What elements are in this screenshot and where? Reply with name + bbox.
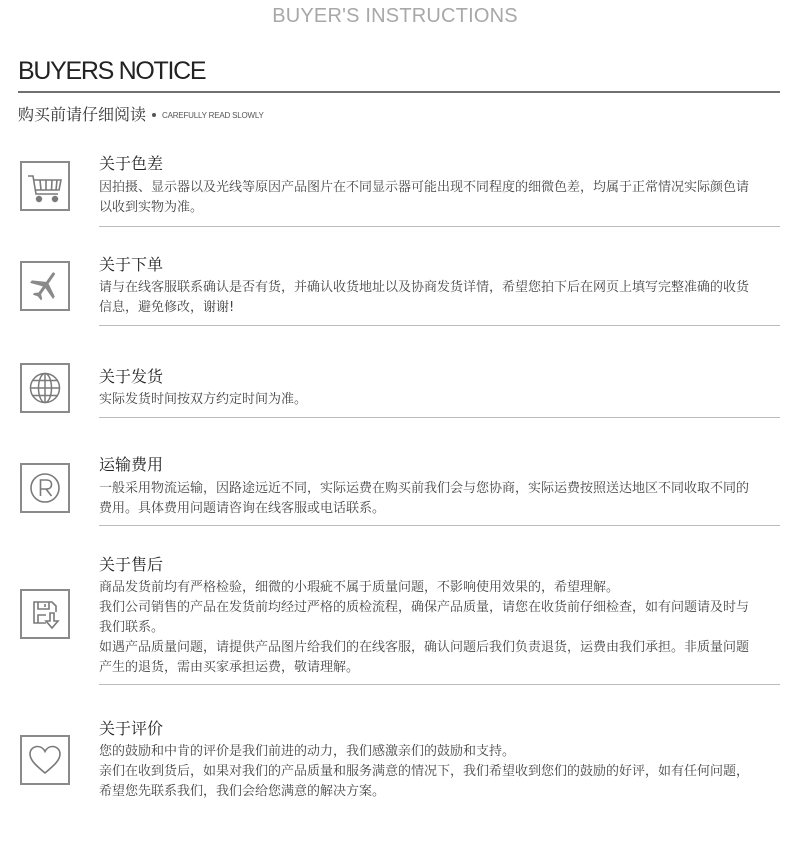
subtitle xyxy=(18,102,264,125)
icon-box xyxy=(20,735,70,785)
airplane-icon xyxy=(26,267,64,305)
section-body xyxy=(99,479,751,519)
section-body xyxy=(99,742,751,802)
section-paragraph: 商品发货前均有严格检验，细微的小瑕疵不属于质量问题，不影响使用效果的，希望理解。 xyxy=(99,580,620,595)
section-paragraph: 您的鼓励和中肯的评价是我们前进的动力，我们感激亲们的鼓励和支持。 xyxy=(99,744,516,759)
section-title: 关于售后 xyxy=(99,555,164,574)
section-title: 关于色差 xyxy=(99,154,164,173)
icon-box xyxy=(20,363,70,413)
section-title: 关于下单 xyxy=(99,255,164,274)
section-paragraph: 实际发货时间按双方约定时间为准。 xyxy=(99,392,308,407)
download-box-icon xyxy=(26,595,64,633)
section-divider xyxy=(99,325,780,326)
section-body xyxy=(99,178,751,218)
icon-box xyxy=(20,161,70,211)
globe-icon xyxy=(26,369,64,407)
top-title: BUYER'S INSTRUCTIONS xyxy=(272,5,518,27)
section-title: 关于发货 xyxy=(99,367,164,386)
registered-icon xyxy=(26,469,64,507)
shopping-cart-icon xyxy=(25,166,65,206)
heart-icon xyxy=(26,741,64,779)
section-divider xyxy=(99,226,780,227)
section-body xyxy=(99,578,751,678)
icon-box xyxy=(20,463,70,513)
subtitle-dot xyxy=(152,113,156,117)
section-title: 运输费用 xyxy=(99,455,164,474)
icon-box xyxy=(20,261,70,311)
subtitle-english: CAREFULLY READ SLOWLY xyxy=(162,110,264,120)
section-divider xyxy=(99,684,780,685)
section-body xyxy=(99,278,751,318)
section-paragraph: 一般采用物流运输，因路途远近不同，实际运费在购买前我们会与您协商，实际运费按照送达地区不同收取不同的费用。具体费用问题请咨询在线客服或电话联系。 xyxy=(99,481,750,516)
section-body xyxy=(99,390,751,410)
section-paragraph: 我们公司销售的产品在发货前均经过严格的质检流程，确保产品质量，请您在收货前仔细检查，如有问题请及时与我们联系。 xyxy=(99,600,750,635)
section-paragraph: 请与在线客服联系确认是否有货，并确认收货地址以及协商发货详情，希望您拍下后在网页上填写完整准确的收货信息，避免修改，谢谢! xyxy=(99,280,750,315)
heading-divider xyxy=(18,91,780,93)
section-divider xyxy=(99,417,780,418)
section-divider xyxy=(99,525,780,526)
section-paragraph: 如遇产品质量问题，请提供产品图片给我们的在线客服，确认问题后我们负责退货，运费由我们承担。非质量问题产生的退货，需由买家承担运费，敬请理解。 xyxy=(99,640,750,675)
section-title: 关于评价 xyxy=(99,719,164,738)
icon-box xyxy=(20,589,70,639)
subtitle-chinese: 购买前请仔细阅读 xyxy=(18,105,147,124)
page-heading: BUYERS NOTICE xyxy=(18,57,206,85)
section-paragraph: 因拍摄、显示器以及光线等原因产品图片在不同显示器可能出现不同程度的细微色差，均属于正常情况实际颜色请以收到实物为准。 xyxy=(99,180,750,215)
section-paragraph: 亲们在收到货后，如果对我们的产品质量和服务满意的情况下，我们希望收到您们的鼓励的好评，如有任何问题，希望您先联系我们，我们会给您满意的解决方案。 xyxy=(99,764,750,799)
